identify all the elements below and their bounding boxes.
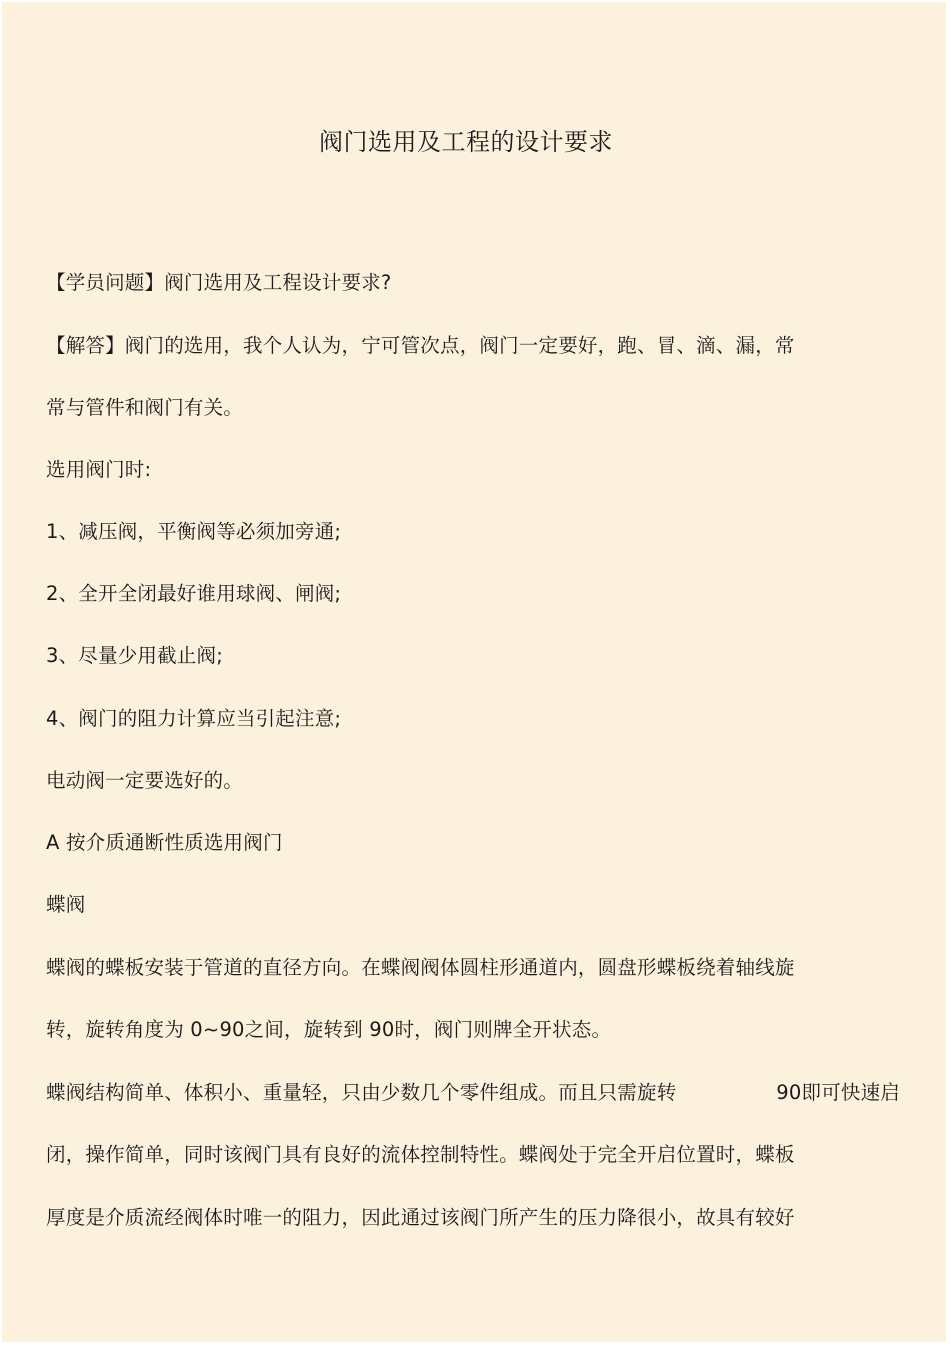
- answer-line-1: 【解答】阀门的选用，我个人认为，宁可管次点，阀门一定要好，跑、冒、滴、漏，常: [46, 334, 795, 357]
- question-line: 【学员问题】阀门选用及工程设计要求?: [46, 271, 392, 294]
- list-item-3: 3、尽量少用截止阀;: [46, 644, 223, 667]
- paragraph-line-3: [46, 1079, 900, 1107]
- electric-valve-line: 电动阀一定要选好的。: [46, 769, 244, 792]
- paragraph-line-3-right: 90即可快速启: [776, 1081, 900, 1104]
- document-page: [2, 2, 946, 1342]
- document-title: 阀门选用及工程的设计要求: [319, 128, 613, 156]
- section-a-heading: A 按介质通断性质选用阀门: [46, 831, 283, 854]
- butterfly-valve-heading: 蝶阀: [46, 893, 86, 916]
- paragraph-line-4: 闭，操作简单，同时该阀门具有良好的流体控制特性。蝶阀处于完全开启位置时，蝶板: [46, 1143, 795, 1166]
- selection-heading: 选用阀门时:: [46, 458, 152, 481]
- paragraph-line-3-left: 蝶阀结构简单、体积小、重量轻，只由少数几个零件组成。而且只需旋转: [46, 1081, 677, 1104]
- paragraph-line-2: 转，旋转角度为 0~90之间，旋转到 90时，阀门则牌全开状态。: [46, 1018, 612, 1041]
- list-item-4: 4、阀门的阻力计算应当引起注意;: [46, 707, 342, 730]
- paragraph-line-1: 蝶阀的蝶板安装于管道的直径方向。在蝶阀阀体圆柱形通道内，圆盘形蝶板绕着轴线旋: [46, 956, 795, 979]
- paragraph-line-5: 厚度是介质流经阀体时唯一的阻力，因此通过该阀门所产生的压力降很小，故具有较好: [46, 1206, 795, 1229]
- list-item-2: 2、全开全闭最好谁用球阀、闸阀;: [46, 582, 342, 605]
- answer-line-2: 常与管件和阀门有关。: [46, 396, 244, 419]
- list-item-1: 1、减压阀，平衡阀等必须加旁通;: [46, 520, 342, 543]
